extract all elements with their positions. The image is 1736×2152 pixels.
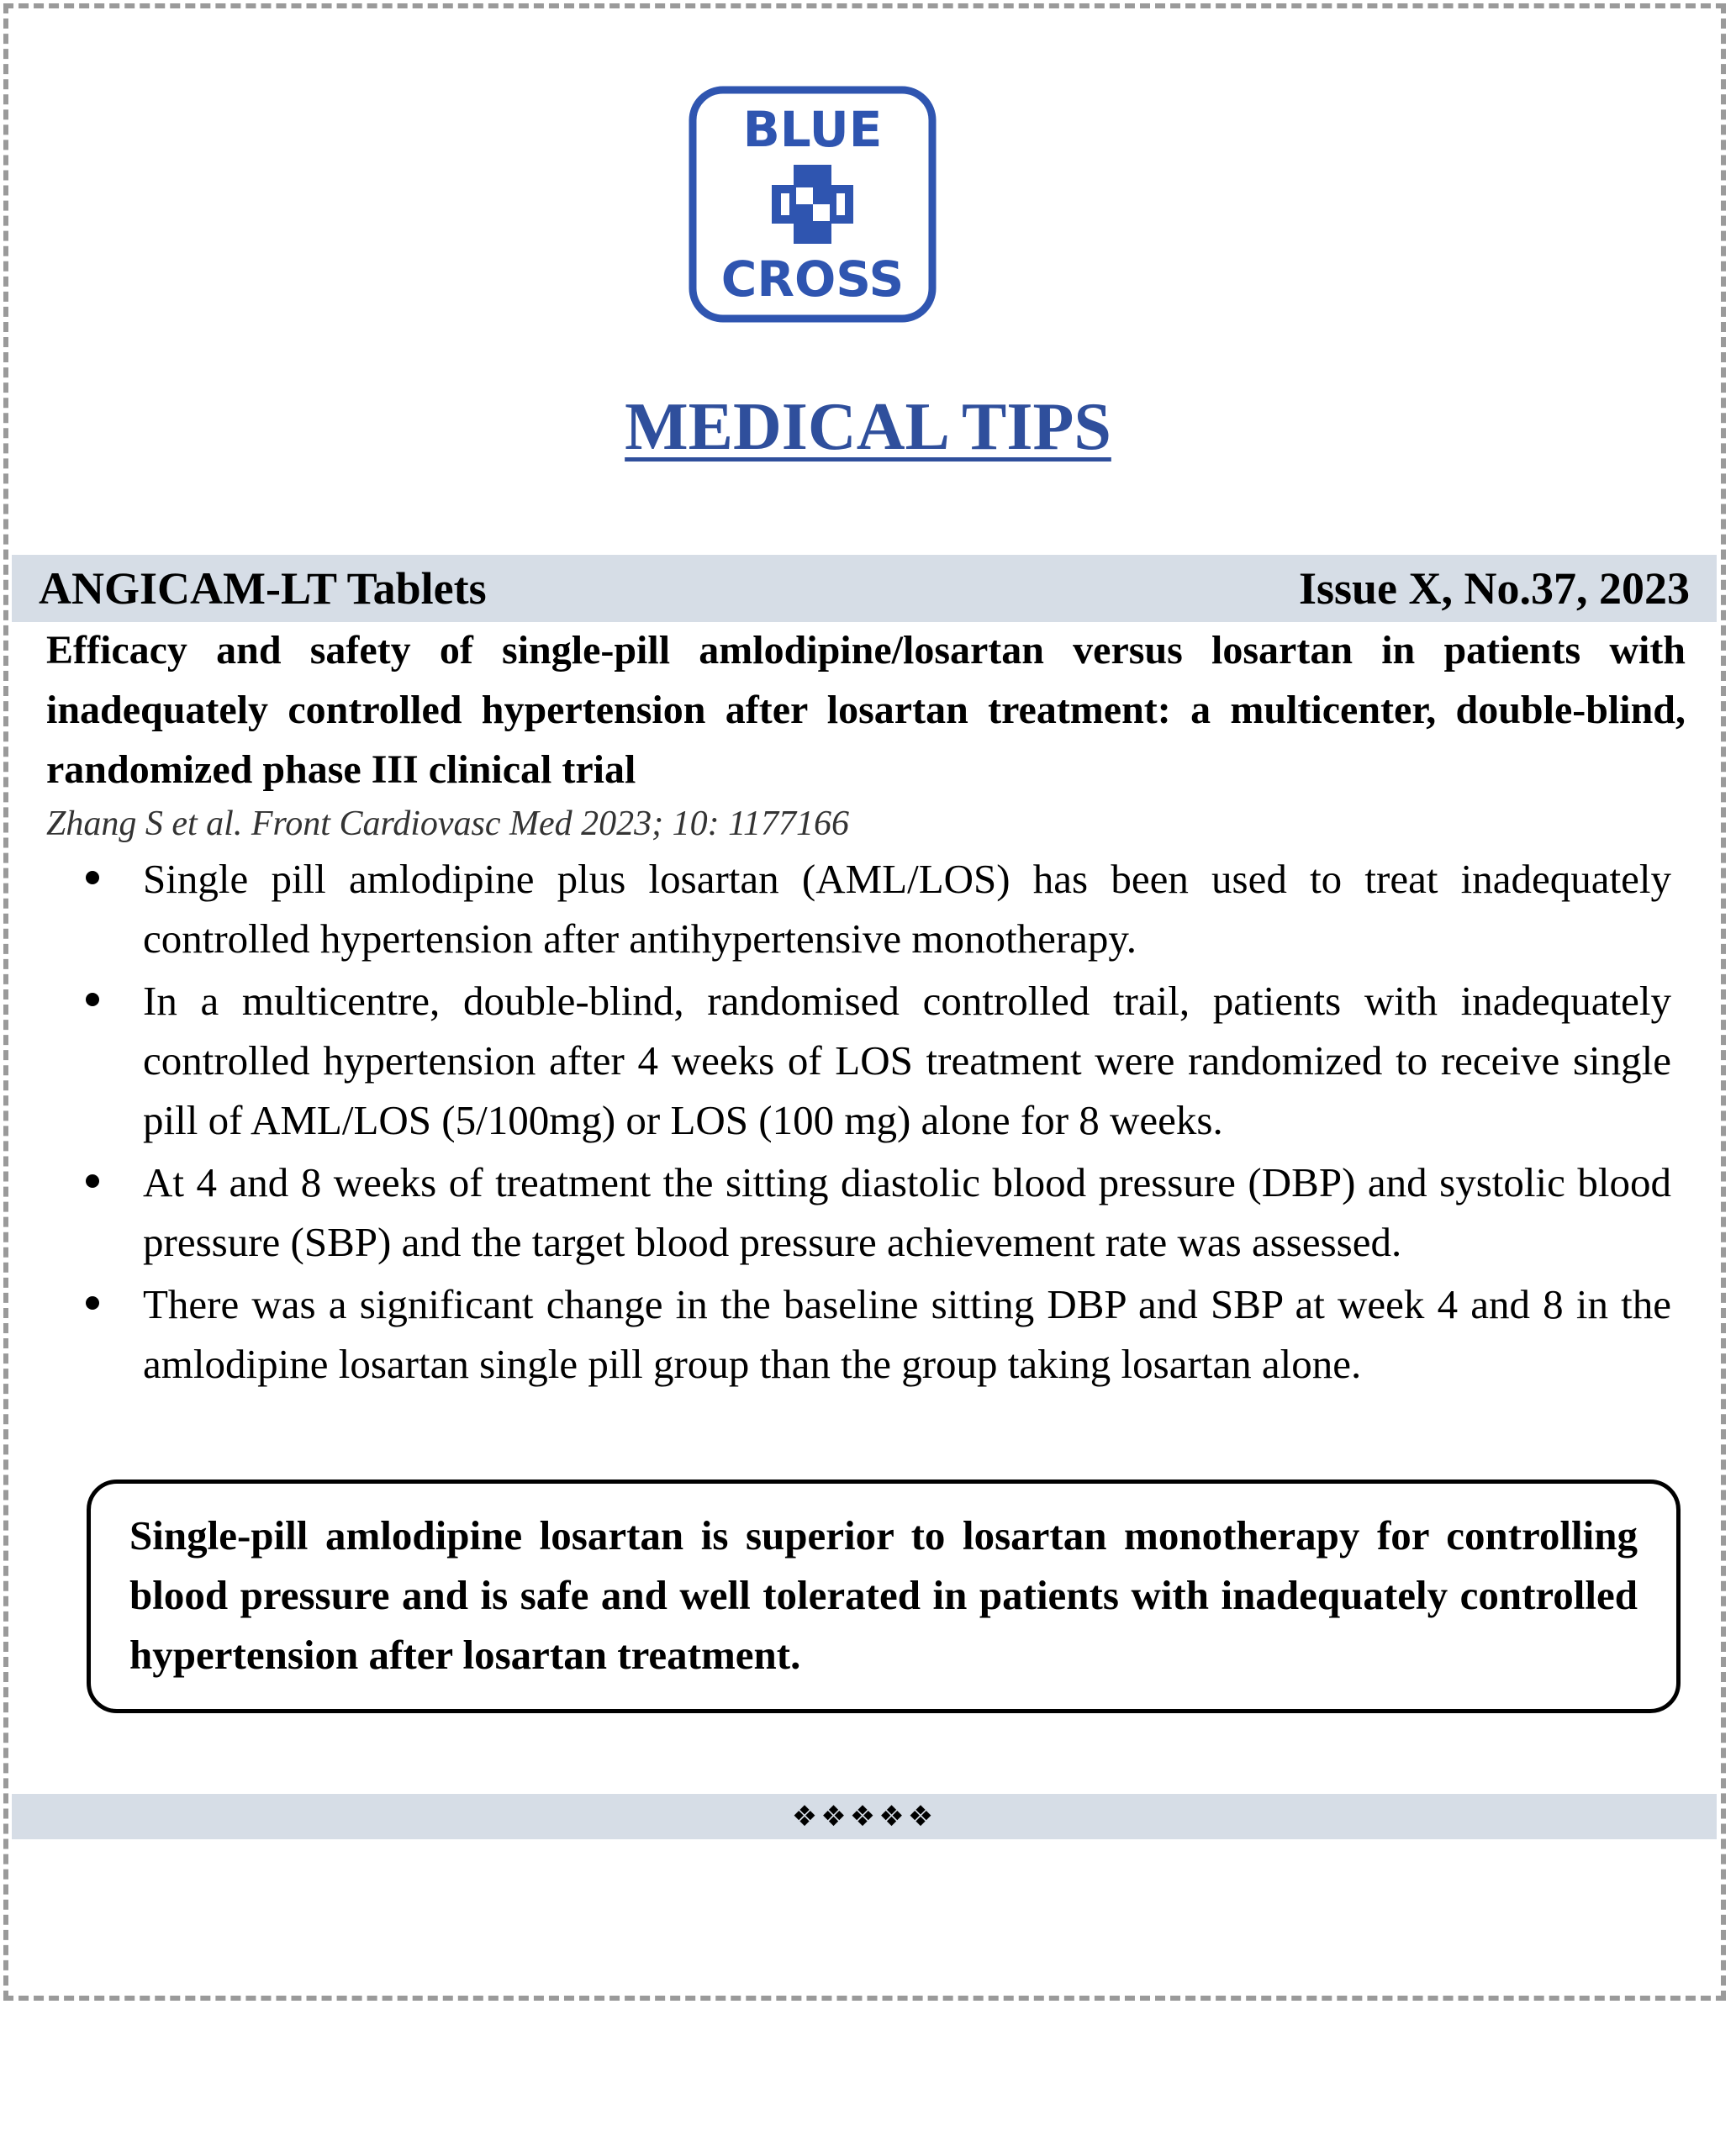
footer-ornament: ❖❖❖❖❖ <box>791 1800 937 1833</box>
page-title: MEDICAL TIPS <box>625 390 1111 464</box>
bullet-icon <box>86 1296 99 1310</box>
cross-icon <box>772 165 853 244</box>
logo-text-blue: BLUE <box>742 101 883 158</box>
citation: Zhang S et al. Front Cardiovasc Med 2023; 10: 1177166 <box>46 804 850 843</box>
article-title: Efficacy and safety of single-pill amlodipine/losartan versus losartan in patients with inadequately controlled hypertension after losartan treatment: a multicenter, double-blind, randomized phase III clinical trial <box>46 628 1686 792</box>
issue-number: Issue X, No.37, 2023 <box>1298 563 1690 614</box>
bullet-icon <box>86 1174 99 1188</box>
bullet-icon <box>86 993 99 1006</box>
list-item: At 4 and 8 weeks of treatment the sitting diastolic blood pressure (DBP) and systolic blood pressure (SBP) and the target blood pressure achievement rate was assessed. <box>143 1152 1671 1272</box>
product-name: ANGICAM-LT Tablets <box>39 563 487 614</box>
key-points-list <box>0 849 1736 1396</box>
logo-text-cross: CROSS <box>720 251 905 308</box>
conclusion-text: Single-pill amlodipine losartan is superior to losartan monotherapy for controlling blood pressure and is safe and well tolerated in patients with inadequately controlled hypertension after losartan treatment. <box>129 1512 1638 1678</box>
list-item: There was a significant change in the baseline sitting DBP and SBP at week 4 and 8 in the amlodipine losartan single pill group than the group taking losartan alone. <box>143 1274 1671 1394</box>
list-item: Single pill amlodipine plus losartan (AML/LOS) has been used to treat inadequately controlled hypertension after antihypertensive monotherapy. <box>143 849 1671 968</box>
bullet-icon <box>86 871 99 884</box>
list-item: In a multicentre, double-blind, randomised controlled trail, patients with inadequately controlled hypertension after 4 weeks of LOS treatment were randomized to receive single pill of AML/LOS (5/100mg) or LOS (100 mg) alone for 8 weeks. <box>143 971 1671 1150</box>
footer-band <box>12 1794 1717 1839</box>
conclusion-box <box>87 1480 1681 1713</box>
blue-cross-logo <box>689 86 937 323</box>
header-band <box>12 555 1717 622</box>
